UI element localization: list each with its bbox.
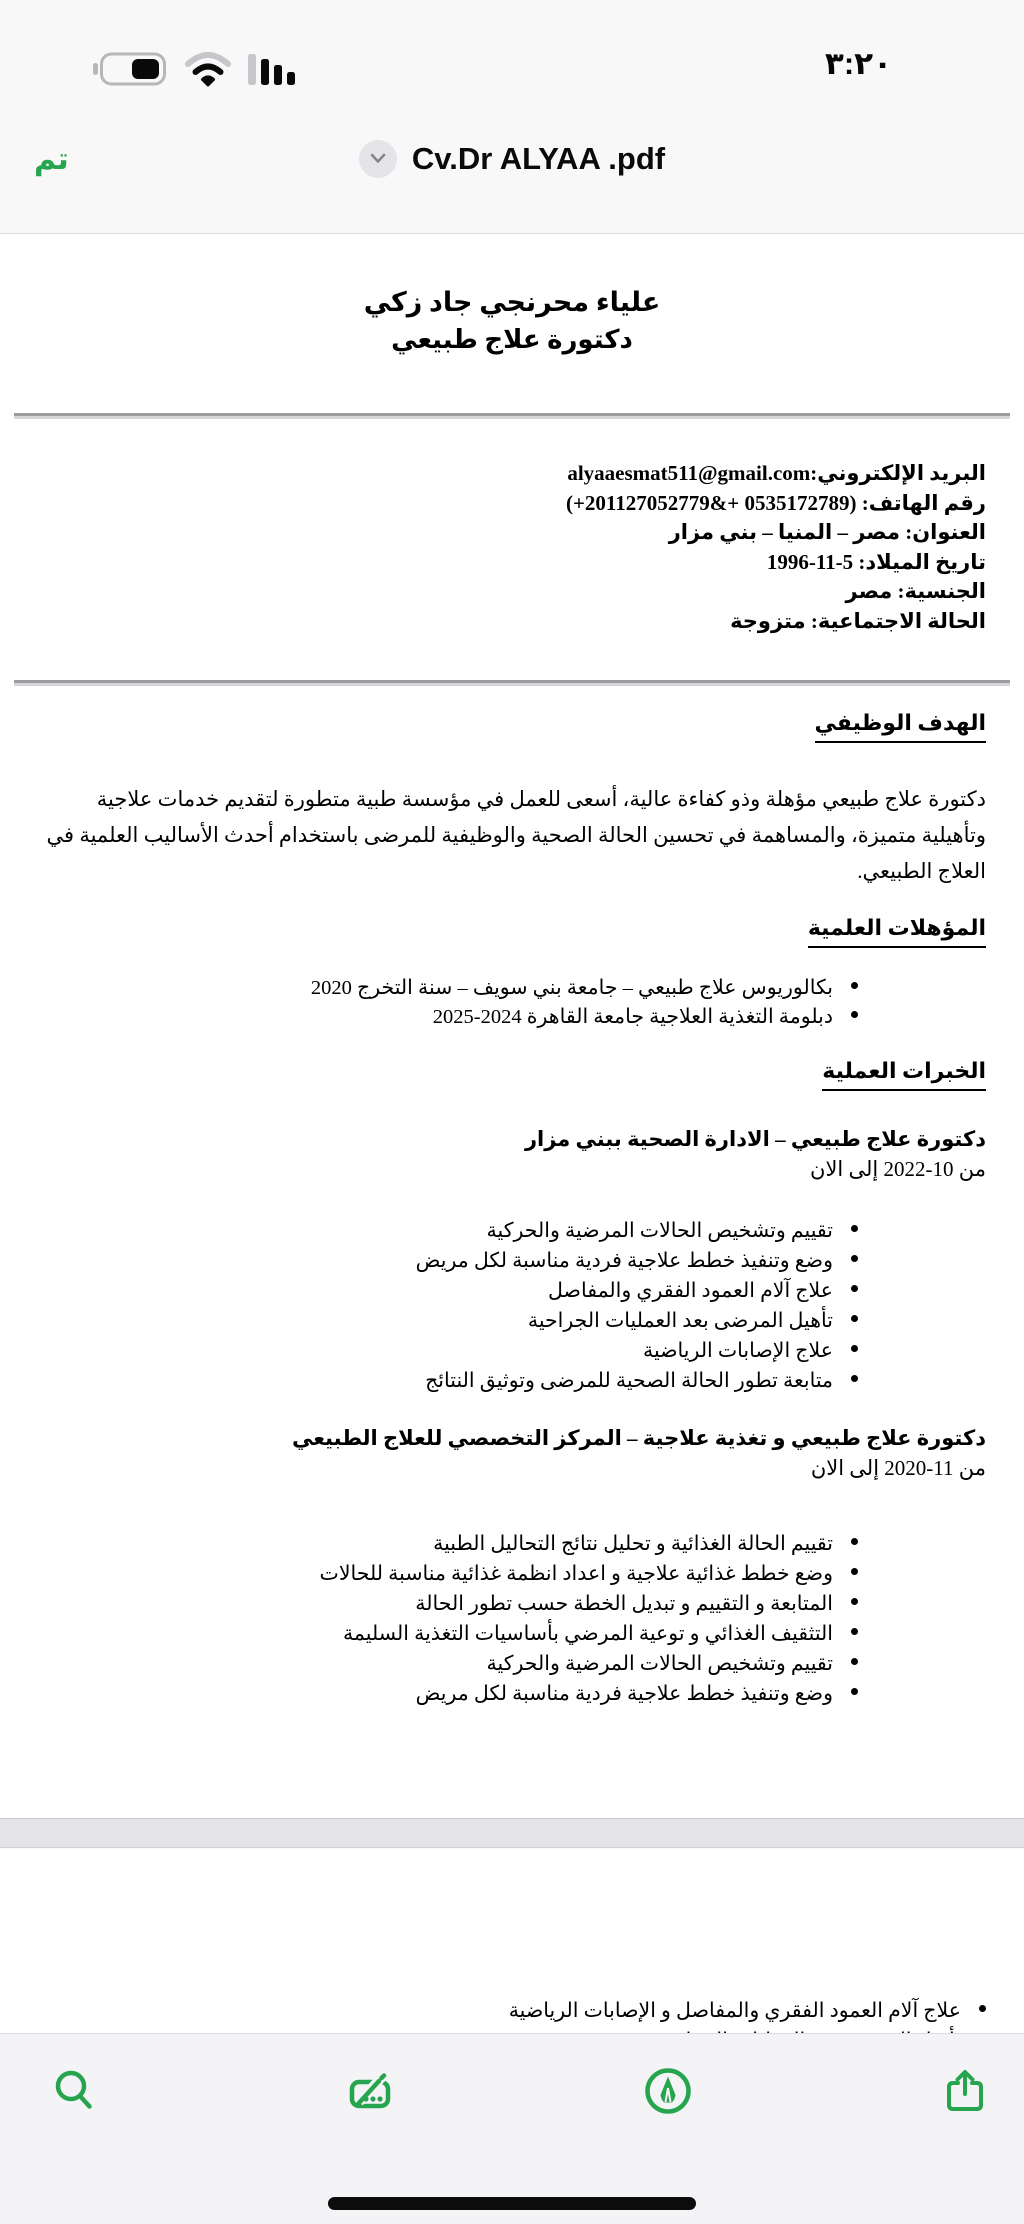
pdf-viewer-header bbox=[0, 110, 1024, 234]
bullet-icon bbox=[979, 2005, 986, 2012]
share-icon bbox=[941, 2067, 989, 2118]
status-bar bbox=[0, 0, 1024, 110]
bullet-icon bbox=[851, 982, 858, 989]
markup-button[interactable] bbox=[346, 2066, 398, 2118]
job-entry-1 bbox=[38, 1124, 986, 1396]
clock-time: ٣:٢٠ bbox=[824, 46, 892, 81]
cellular-signal-icon bbox=[248, 51, 306, 92]
contact-line: الجنسية: مصر bbox=[845, 579, 986, 603]
job-period: من 2020-11 إلى الان bbox=[810, 1456, 986, 1480]
bullet-icon bbox=[851, 1538, 858, 1545]
chevron-down-icon bbox=[366, 146, 390, 173]
contact-line: رقم الهاتف: (+201127052779&+ 0535172789) bbox=[565, 490, 986, 515]
contact-line: البريد الإلكتروني:alyaaesmat511@gmail.com bbox=[567, 461, 986, 485]
contact-line: تاريخ الميلاد: 1996-11-5 bbox=[766, 549, 986, 574]
cv-person-title: دكتورة علاج طبيعي bbox=[391, 325, 633, 354]
bullet-icon bbox=[851, 1345, 858, 1352]
bullet-icon bbox=[851, 1011, 858, 1018]
list-item: علاج آلام العمود الفقري والمفاصل bbox=[38, 1276, 858, 1306]
title-menu-button[interactable] bbox=[359, 140, 397, 178]
objective-paragraph: دكتورة علاج طبيعي مؤهلة وذو كفاءة عالية، أسعى للعمل في مؤسسة طبية متطورة لتقديم خدمات علاجية وتأهيلية متميزة، والمساهمة في تحسين الحالة الصحية والوظيفية للمرضى باستخدام أحدث الأساليب العلمية في العلاج الطبيعي. bbox=[46, 787, 986, 883]
bullet-icon bbox=[851, 1688, 858, 1695]
job-duties-list bbox=[38, 1216, 986, 1396]
document-title-group bbox=[0, 140, 1024, 178]
section-heading-experience: الخبرات العملية bbox=[38, 1058, 986, 1091]
section-heading-qualifications: المؤهلات العلمية bbox=[38, 915, 986, 948]
battery-icon bbox=[92, 51, 168, 92]
contact-block bbox=[38, 459, 986, 636]
job-duties-list bbox=[38, 1529, 986, 1709]
search-icon bbox=[51, 2067, 99, 2118]
bullet-icon bbox=[851, 1375, 858, 1382]
bullet-icon bbox=[851, 1628, 858, 1635]
job-title: دكتورة علاج طبيعي و تغذية علاجية – المركز التخصصي للعلاج الطبيعي bbox=[291, 1426, 986, 1450]
bullet-icon bbox=[851, 1658, 858, 1665]
job-title: دكتورة علاج طبيعي – الادارة الصحية ببني مزار bbox=[524, 1127, 986, 1151]
cv-name: علياء محرنجي جاد زكي bbox=[363, 287, 661, 317]
document-title: Cv.Dr ALYAA .pdf bbox=[411, 141, 666, 176]
bullet-icon bbox=[851, 1315, 858, 1322]
bullet-icon bbox=[851, 1285, 858, 1292]
list-item: التثقيف الغذائي و توعية المرضي بأساسيات التغذية السليمة bbox=[38, 1619, 858, 1649]
section-heading-objective: الهدف الوظيفي bbox=[38, 710, 986, 743]
status-icons bbox=[92, 52, 306, 90]
list-item: علاج الإصابات الرياضية bbox=[38, 1336, 858, 1366]
list-item: وضع وتنفيذ خطط علاجية فردية مناسبة لكل مريض bbox=[38, 1679, 858, 1709]
list-item: بكالوريوس علاج طبيعي – جامعة بني سويف – سنة التخرج 2020 bbox=[38, 974, 858, 1003]
contact-line: العنوان: مصر – المنيا – بني مزار bbox=[668, 520, 986, 544]
list-item: متابعة تطور الحالة الصحية للمرضى وتوثيق النتائج bbox=[38, 1366, 858, 1396]
list-item: وضع خطط غذائية علاجية و اعداد انظمة غذائية مناسبة للحالات bbox=[38, 1559, 858, 1589]
markup-icon bbox=[346, 2065, 398, 2120]
bullet-icon bbox=[851, 1225, 858, 1232]
list-item: علاج آلام العمود الفقري والمفاصل و الإصابات الرياضية bbox=[38, 1996, 986, 2026]
search-button[interactable] bbox=[49, 2066, 101, 2118]
page-separator bbox=[0, 1818, 1024, 1848]
bullet-icon bbox=[851, 1568, 858, 1575]
list-item: تقييم وتشخيص الحالات المرضية والحركية bbox=[38, 1216, 858, 1246]
bullet-icon bbox=[851, 1255, 858, 1262]
draw-button[interactable] bbox=[642, 2066, 694, 2118]
horizontal-rule bbox=[14, 680, 1010, 686]
share-button[interactable] bbox=[939, 2066, 991, 2118]
contact-line: الحالة الاجتماعية: متزوجة bbox=[730, 608, 986, 633]
home-indicator[interactable] bbox=[328, 2197, 696, 2210]
list-item: تقييم الحالة الغذائية و تحليل نتائج التحاليل الطبية bbox=[38, 1529, 858, 1559]
pdf-toolbar bbox=[0, 2033, 1024, 2224]
list-item: تأهيل المرضى بعد العمليات الجراحية bbox=[38, 1306, 858, 1336]
list-item: وضع وتنفيذ خطط علاجية فردية مناسبة لكل مريض bbox=[38, 1246, 858, 1276]
list-item: تقييم وتشخيص الحالات المرضية والحركية bbox=[38, 1649, 858, 1679]
list-item: دبلومة التغذية العلاجية جامعة القاهرة 2025-2024 bbox=[38, 1003, 858, 1032]
horizontal-rule bbox=[14, 413, 1010, 419]
list-item: المتابعة و التقييم و تبديل الخطة حسب تطور الحالة bbox=[38, 1589, 858, 1619]
bullet-icon bbox=[851, 1598, 858, 1605]
done-button[interactable]: تم bbox=[28, 138, 75, 181]
job-entry-2 bbox=[38, 1423, 986, 1709]
qualifications-list bbox=[38, 974, 986, 1032]
wifi-icon bbox=[184, 51, 232, 92]
pen-icon bbox=[643, 2066, 693, 2119]
pdf-page-1[interactable] bbox=[0, 234, 1024, 1818]
job-period: من 2022-10 إلى الان bbox=[810, 1157, 986, 1181]
